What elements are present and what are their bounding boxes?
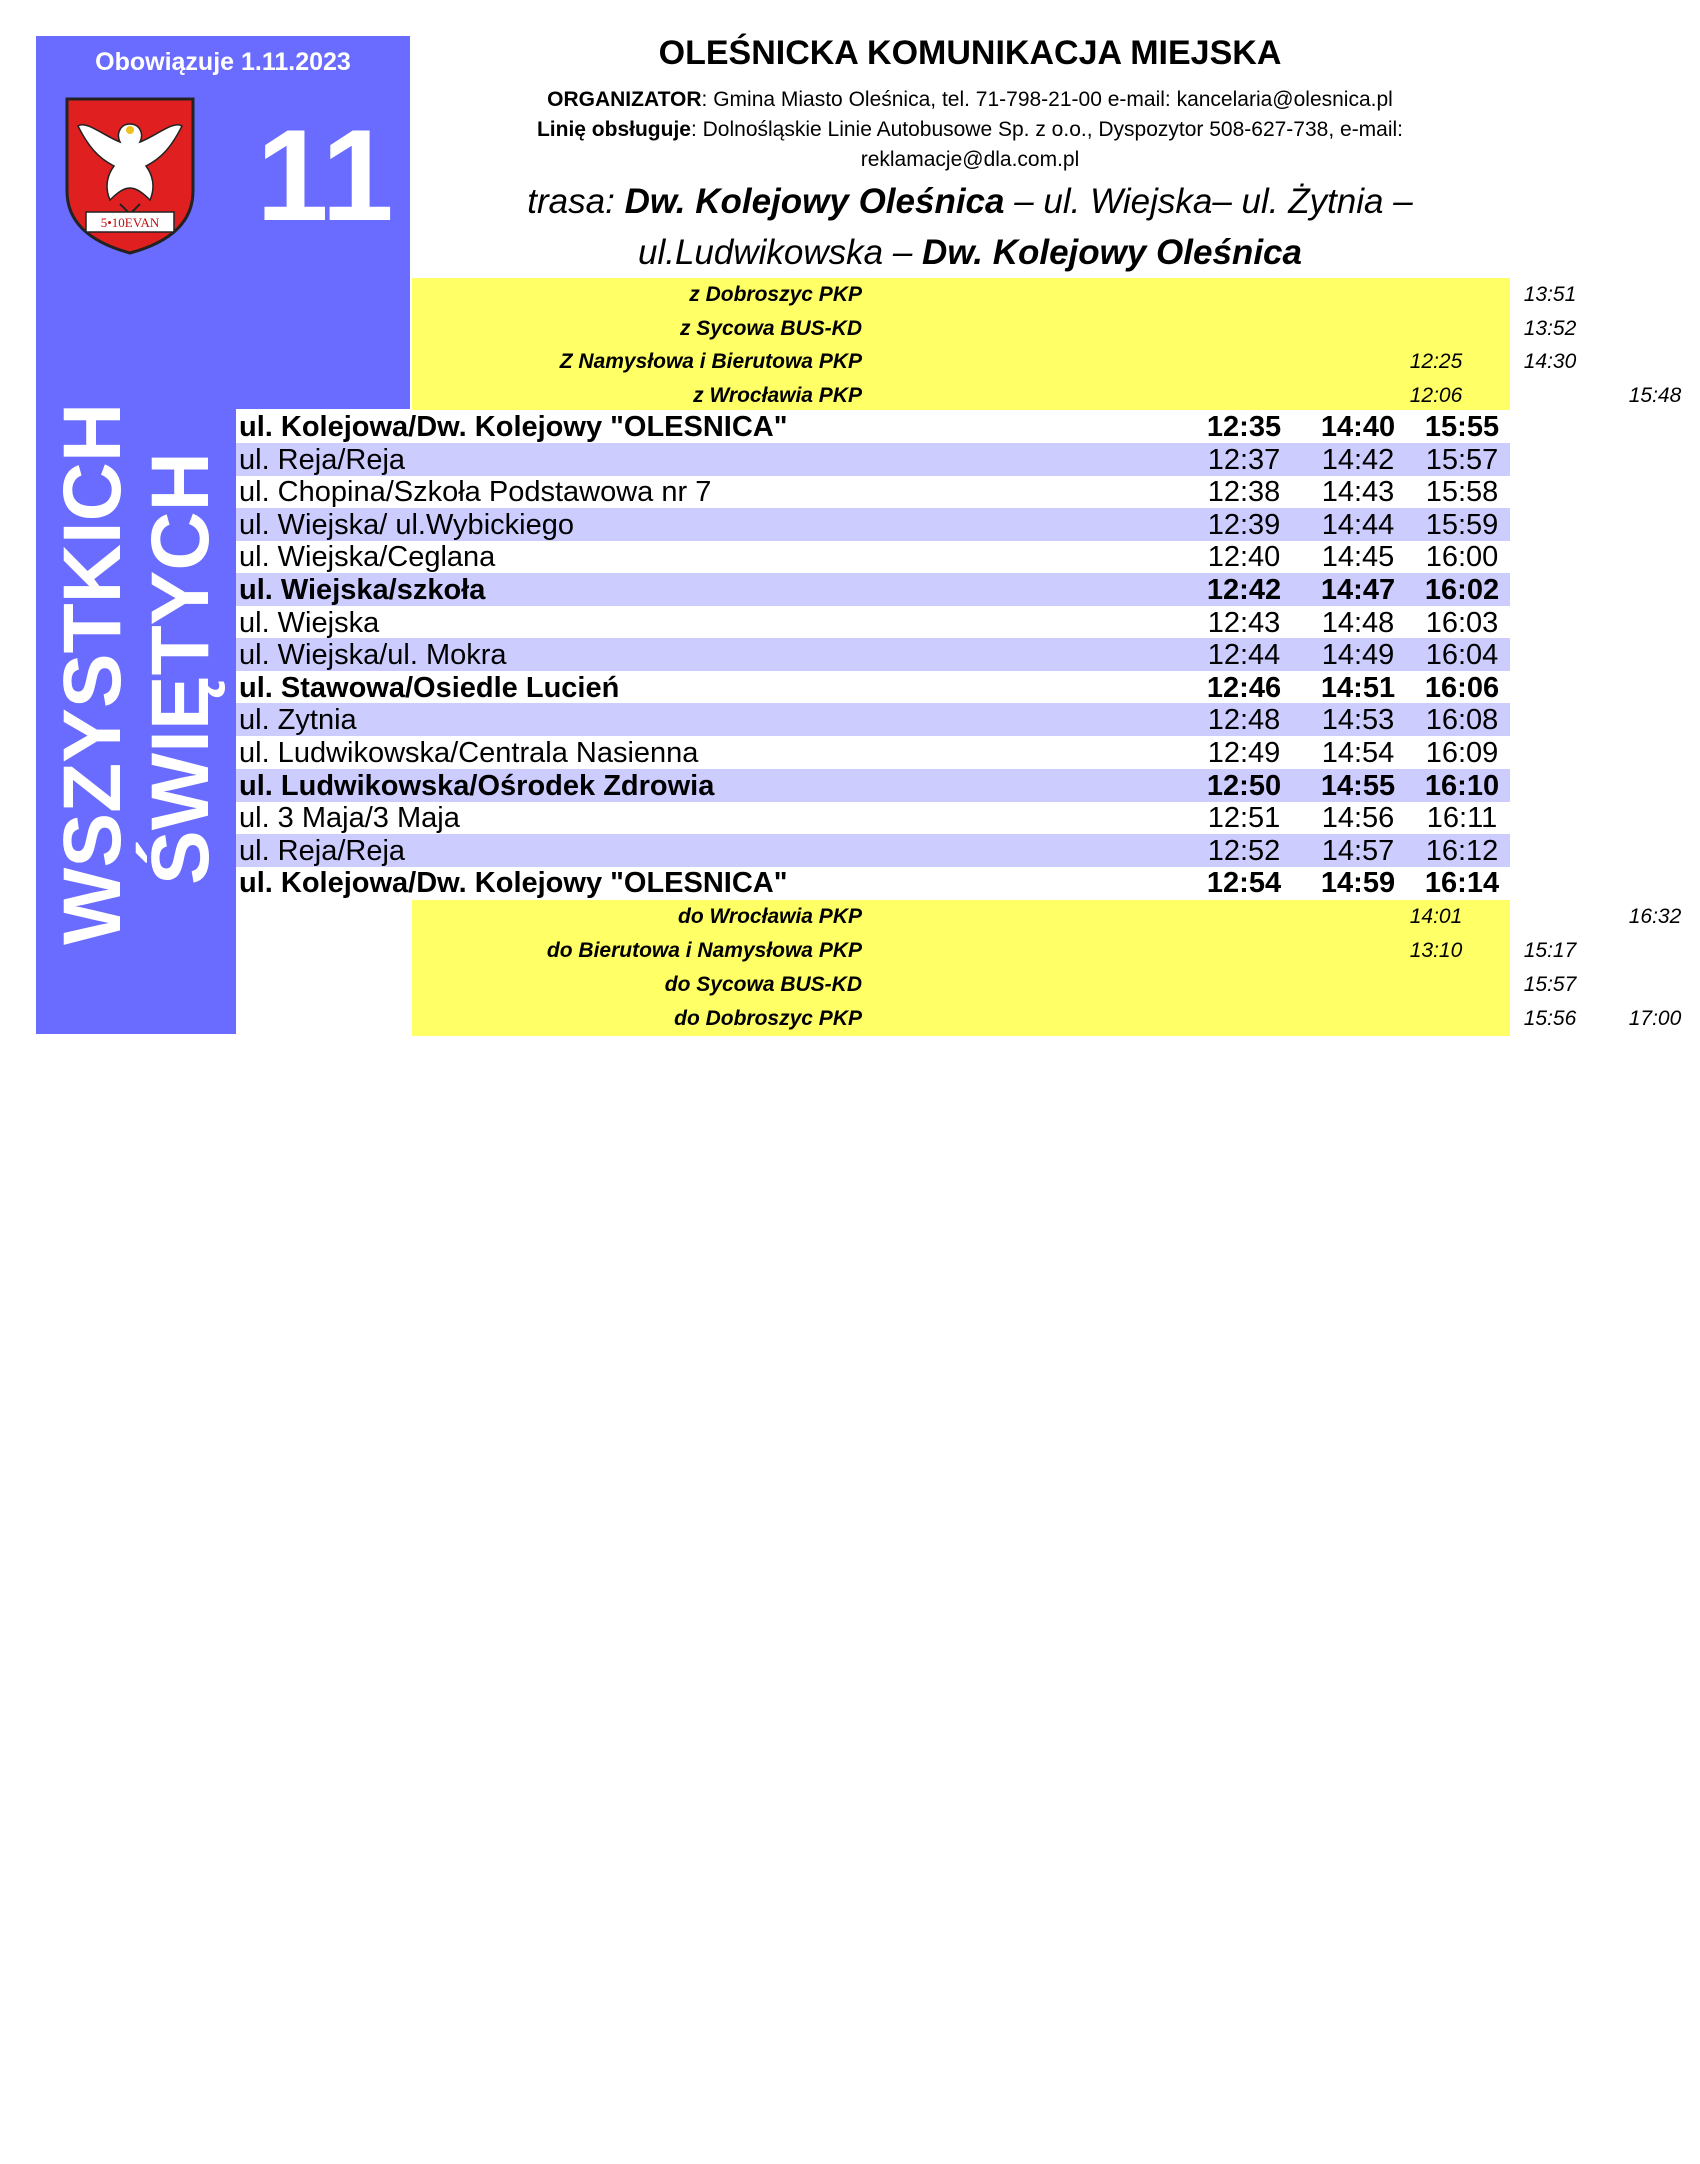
arrival-time: 12:25 [1409,350,1463,373]
arrival-time: 13:52 [1523,316,1577,340]
stop-name: ul. Kolejowa/Dw. Kolejowy "OLESNICA" [239,411,788,443]
stop-time: 14:43 [1321,476,1395,509]
organizer-line [470,88,1470,112]
stop-time: 16:09 [1425,737,1499,769]
stop-time: 15:55 [1424,411,1500,443]
arrival-time: 13:51 [1523,283,1577,306]
stop-time: 12:44 [1207,639,1281,672]
route-mid: – ul. Wiejska– ul. Żytnia – [1004,182,1413,221]
stop-time: 12:40 [1207,541,1281,574]
route-start: Dw. Kolejowy Oleśnica [624,182,1005,221]
route-label: trasa: [527,182,625,221]
arrival-time: 14:30 [1523,350,1577,373]
departure-name: do Sycowa BUS-KD [664,973,862,996]
stop-time: 16:03 [1425,606,1499,639]
stop-time: 15:58 [1425,476,1499,509]
stop-time: 16:00 [1425,541,1499,574]
operator-text: : Dolnośląskie Linie Autobusowe Sp. z o.o., Dyspozytor 508-627-738, e-mail: [690,118,1404,141]
stop-name: ul. Zytnia [239,704,357,737]
stop-time: 16:14 [1424,867,1500,900]
stop-time: 14:49 [1321,639,1395,672]
stop-name: ul. Wiejska/ul. Mokra [239,639,507,672]
departure-time: 13:10 [1409,939,1463,962]
stop-row [236,638,1510,671]
departure-time: 15:57 [1523,973,1577,996]
vertical-title-line1: WSZYSTKICH [47,402,138,945]
organizer-label: ORGANIZATOR [547,88,702,111]
departure-name: do Wrocławia PKP [678,905,862,928]
stop-time: 14:45 [1321,541,1395,574]
stop-name: ul. Wiejska/ ul.Wybickiego [239,508,574,541]
stop-time: 16:06 [1424,671,1500,704]
stop-row [236,443,1510,476]
stop-time: 12:50 [1206,769,1282,802]
stop-time: 16:10 [1424,769,1500,802]
stop-row [236,606,1510,639]
departure-row [412,970,1577,1003]
departure-name: do Bierutowa i Namysłowa PKP [546,939,862,962]
stop-row [236,410,1510,443]
stop-time: 12:39 [1207,508,1281,541]
stop-time: 14:44 [1321,508,1395,541]
departure-time: 15:17 [1523,939,1577,962]
stop-time: 15:59 [1425,508,1499,541]
stop-time: 14:47 [1320,574,1396,606]
arrival-name: z Dobroszyc PKP [689,283,862,306]
route-line-1 [470,182,1470,222]
arrival-row [412,381,1682,414]
stop-row [236,866,1510,899]
stop-time: 12:46 [1206,671,1282,704]
arrival-row [412,347,1577,380]
stop-row [236,540,1510,573]
stop-name: ul. Wiejska [239,606,380,639]
stop-name: ul. Ludwikowska/Ośrodek Zdrowia [239,769,715,802]
operator-label: Linię obsługuje [536,118,691,141]
route-line-2 [470,233,1470,273]
route-line2-mid: ul.Ludwikowska – [638,233,923,272]
departure-time: 15:56 [1523,1007,1577,1030]
stop-time: 16:08 [1425,704,1499,737]
stop-time: 14:57 [1321,834,1395,867]
stop-time: 12:52 [1207,834,1281,867]
org-title: OLEŚNICKA KOMUNIKACJA MIEJSKA [658,34,1282,72]
stop-name: ul. Reja/Reja [239,443,406,476]
coat-motto: 5•10EVAN [100,215,160,230]
stop-time: 16:02 [1424,574,1500,606]
stop-time: 14:53 [1321,704,1395,737]
stop-time: 12:37 [1207,443,1281,476]
stop-row [236,736,1510,769]
stop-time: 14:48 [1321,606,1395,639]
stop-time: 12:48 [1207,704,1281,737]
stop-row [236,508,1510,541]
stop-time: 14:55 [1320,769,1396,802]
stop-name: ul. Wiejska/Ceglana [239,541,496,574]
departure-row [412,1004,1682,1037]
stop-row [236,769,1510,802]
stop-time: 12:35 [1206,411,1282,443]
stop-row [236,475,1510,508]
arrival-row [412,280,1577,313]
departure-row [412,936,1577,969]
stop-name: ul. 3 Maja/3 Maja [239,802,460,835]
stop-time: 12:54 [1206,867,1282,900]
stop-time: 16:04 [1425,639,1499,672]
stop-name: ul. Stawowa/Osiedle Lucień [239,671,620,704]
stop-time: 15:57 [1425,443,1499,476]
organizer-text: : Gmina Miasto Oleśnica, tel. 71-798-21-00 e-mail: kancelaria@olesnica.pl [701,88,1393,111]
arrival-row [412,314,1577,347]
stop-time: 14:54 [1321,737,1395,769]
stop-time: 14:51 [1320,671,1396,704]
arrival-name: Z Namysłowa i Bierutowa PKP [559,350,862,373]
stop-time: 12:38 [1207,476,1281,509]
operator-line-2: reklamacje@dla.com.pl [860,148,1080,171]
stop-time: 12:43 [1207,606,1281,639]
stop-name: ul. Wiejska/szkoła [239,574,486,606]
valid-from: Obowiązuje 1.11.2023 [95,48,351,76]
stop-time: 12:42 [1206,574,1282,606]
stop-time: 14:42 [1321,443,1395,476]
arrival-name: z Wrocławia PKP [693,383,862,407]
stop-name: ul. Reja/Reja [239,834,406,867]
coat-of-arms-icon [64,96,196,256]
departure-name: do Dobroszyc PKP [674,1007,862,1030]
stop-time: 14:59 [1320,867,1396,900]
stop-time: 12:51 [1207,802,1281,835]
stop-name: ul. Chopina/Szkoła Podstawowa nr 7 [239,476,712,509]
arrival-name: z Sycowa BUS-KD [679,316,862,340]
stop-row [236,703,1510,736]
stop-row [236,834,1510,867]
stop-time: 12:49 [1207,737,1281,769]
line-number: 11 [256,102,394,248]
route-end: Dw. Kolejowy Oleśnica [922,233,1302,272]
stop-row [236,573,1510,606]
operator-line [470,118,1470,142]
stop-row [236,671,1510,704]
stop-name: ul. Kolejowa/Dw. Kolejowy "OLESNICA" [239,867,788,900]
arrival-time: 15:48 [1628,383,1682,407]
stop-time: 16:11 [1426,802,1498,835]
stop-name: ul. Ludwikowska/Centrala Nasienna [239,737,699,769]
stop-time: 14:56 [1321,802,1395,835]
vertical-title-line2: ŚWIĘTYCH [135,452,226,885]
departure-row [412,902,1682,935]
departure-time: 17:00 [1628,1007,1682,1030]
stop-time: 14:40 [1320,411,1396,443]
arrival-time: 12:06 [1409,383,1463,407]
departure-time: 14:01 [1409,905,1463,928]
departure-time: 16:32 [1628,905,1682,928]
stop-row [236,801,1510,834]
stop-time: 16:12 [1425,834,1499,867]
